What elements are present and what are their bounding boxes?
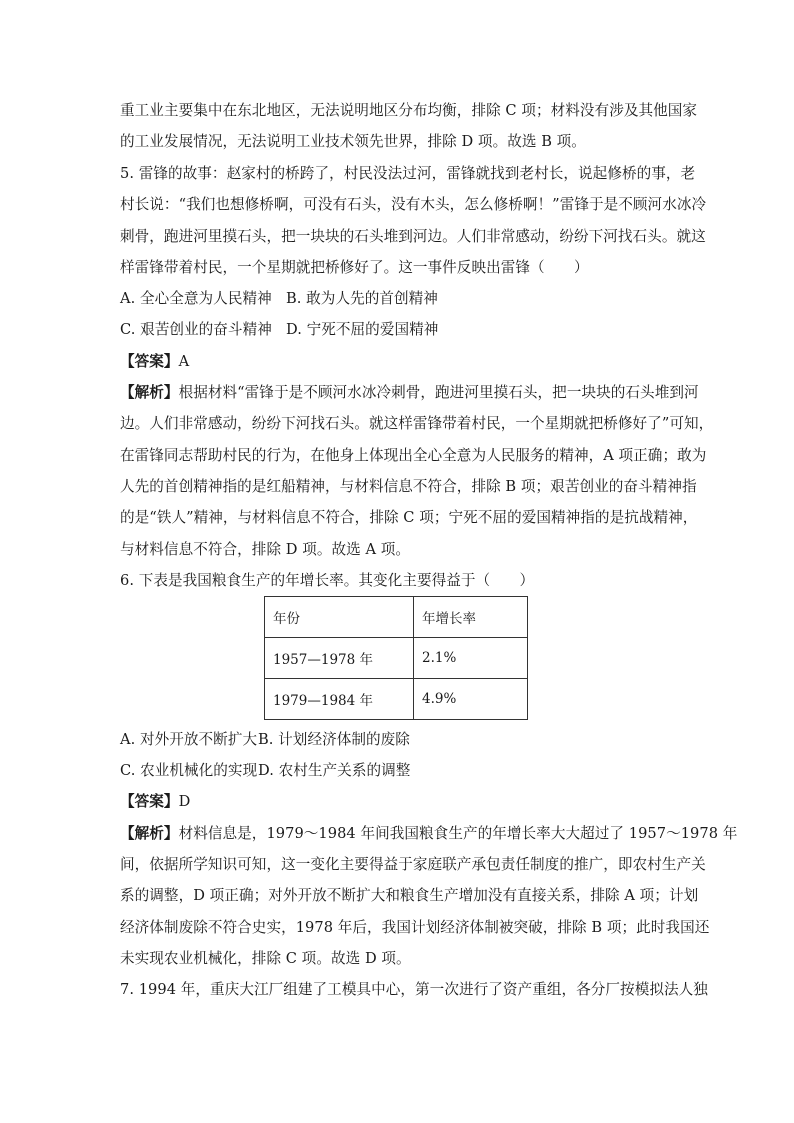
q5-options-row-2 <box>120 320 680 340</box>
table-row <box>265 638 528 679</box>
analysis-text: 在雷锋同志帮助村民的行为，在他身上体现出全心全意为人民服务的精神，A 项正确；敢为 <box>120 447 707 464</box>
analysis-label: 【解析】 <box>120 825 179 842</box>
answer-label: 【答案】 <box>120 353 179 370</box>
q6-option-b: B. 计划经济体制的废除 <box>258 731 410 748</box>
analysis-text: 人先的首创精神指的是红船精神，与材料信息不符合，排除 B 项；艰苦创业的奋斗精神指 <box>120 478 697 495</box>
q6-option-c: C. 农业机械化的实现 <box>120 762 258 779</box>
question-6-stem: 6. 下表是我国粮食生产的年增长率。其变化主要得益于（ ） <box>120 572 535 589</box>
text-line: 样雷锋带着村民，一个星期就把桥修好了。这一事件反映出雷锋（ ） <box>120 259 589 276</box>
analysis-text: 边。人们非常感动，纷纷下河找石头。就这样雷锋带着村民，一个星期就把桥修好了”可知， <box>120 415 714 432</box>
text-line: 重工业主要集中在东北地区，无法说明地区分布均衡，排除 C 项；材料没有涉及其他国家 <box>120 102 698 119</box>
answer-label: 【答案】 <box>120 793 179 810</box>
q6-answer <box>120 792 680 812</box>
answer-value: D <box>178 793 191 810</box>
growth-rate-table <box>264 596 528 720</box>
q5-answer <box>120 352 680 372</box>
q5-option-d: D. 宁死不屈的爱国精神 <box>286 321 439 338</box>
analysis-text: 的是“铁人”精神，与材料信息不符合，排除 C 项；宁死不屈的爱国精神指的是抗战精神， <box>120 509 698 526</box>
text-line: 的工业发展情况，无法说明工业技术领先世界，排除 D 项。故选 B 项。 <box>120 133 586 150</box>
q6-option-a: A. 对外开放不断扩大 <box>120 731 258 748</box>
question-7-stem: 7. 1994 年，重庆大江厂组建了工模具中心，第一次进行了资产重组，各分厂按模拟法人独 <box>120 981 708 998</box>
q5-options-row-1 <box>120 289 680 309</box>
table-cell: 1957—1978 年 <box>265 638 414 679</box>
question-5-stem: 5. 雷锋的故事：赵家村的桥跨了，村民没法过河，雷锋就找到老村长，说起修桥的事，老 <box>120 165 696 182</box>
analysis-text: 根据材料“雷锋于是不顾河水冰冷刺骨，跑进河里摸石头，把一块块的石头堆到河 <box>178 384 699 401</box>
q5-option-c: C. 艰苦创业的奋斗精神 <box>120 321 272 338</box>
q6-option-d: D. 农村生产关系的调整 <box>258 762 411 779</box>
text-line: 村长说：“我们也想修桥啊，可没有石头，没有木头，怎么修桥啊！”雷锋于是不顾河水冰冷 <box>120 196 707 213</box>
analysis-text: 与材料信息不符合，排除 D 项。故选 A 项。 <box>120 541 411 558</box>
table-cell: 4.9% <box>414 679 528 720</box>
analysis-label: 【解析】 <box>120 384 179 401</box>
q5-option-b: B. 敢为人先的首创精神 <box>286 290 438 307</box>
answer-value: A <box>178 353 190 370</box>
table-row <box>265 679 528 720</box>
analysis-text: 未实现农业机械化，排除 C 项。故选 D 项。 <box>120 950 411 967</box>
q6-options-row-1 <box>120 730 680 750</box>
analysis-text: 经济体制废除不符合史实，1978 年后，我国计划经济体制被突破，排除 B 项；此时我国还 <box>120 919 710 936</box>
analysis-text: 系的调整，D 项正确；对外开放不断扩大和粮食生产增加没有直接关系，排除 A 项；计划 <box>120 887 699 904</box>
q5-analysis <box>120 383 699 403</box>
table-header-cell: 年增长率 <box>414 597 528 638</box>
q6-options-row-2 <box>120 761 680 781</box>
q5-option-a: A. 全心全意为人民精神 <box>120 290 272 307</box>
table-header-cell: 年份 <box>265 597 414 638</box>
analysis-text: 材料信息是，1979～1984 年间我国粮食生产的年增长率大大超过了 1957～1978 年 <box>178 825 738 842</box>
q6-analysis <box>120 824 738 844</box>
text-line: 刺骨，跑进河里摸石头，把一块块的石头堆到河边。人们非常感动，纷纷下河找石头。就这 <box>120 228 706 245</box>
table-cell: 2.1% <box>414 638 528 679</box>
analysis-text: 间，依据所学知识可知，这一变化主要得益于家庭联产承包责任制度的推广，即农村生产关 <box>120 856 706 873</box>
table-header-row <box>265 597 528 638</box>
table-cell: 1979—1984 年 <box>265 679 414 720</box>
